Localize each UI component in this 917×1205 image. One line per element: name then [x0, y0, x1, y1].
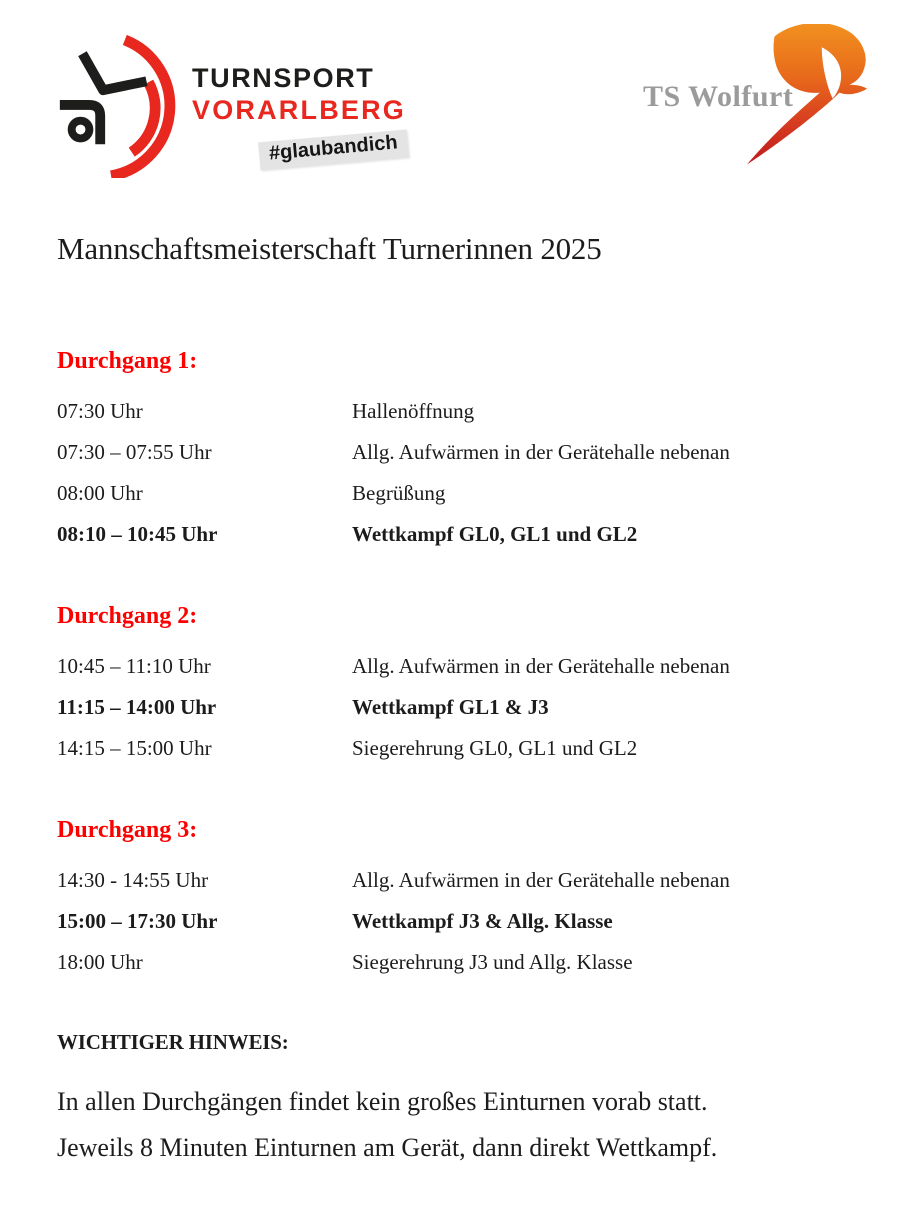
schedule-section — [57, 601, 865, 769]
activity-cell: Wettkampf GL0, GL1 und GL2 — [352, 522, 638, 546]
schedule-row — [57, 901, 865, 942]
activity-cell: Allg. Aufwärmen in der Gerätehalle nebenan — [352, 440, 730, 464]
time-cell: 07:30 Uhr — [57, 399, 143, 423]
schedule-section — [57, 815, 865, 983]
schedule-row — [57, 514, 865, 555]
time-cell: 07:30 – 07:55 Uhr — [57, 440, 212, 464]
glaubandich-badge-wrap — [192, 131, 408, 165]
schedule-section — [57, 346, 865, 555]
notice-body — [57, 1079, 865, 1171]
schedule-row — [57, 473, 865, 514]
time-cell: 11:15 – 14:00 Uhr — [57, 695, 217, 719]
turnsport-logo-line1: TURNSPORT — [192, 63, 375, 93]
schedule-row — [57, 391, 865, 432]
ts-wolfurt-logo-text: TS Wolfurt — [643, 80, 794, 113]
schedule-row — [57, 728, 865, 769]
schedule-row — [57, 687, 865, 728]
header — [57, 20, 865, 180]
time-cell: 15:00 – 17:30 Uhr — [57, 909, 218, 933]
time-cell: 18:00 Uhr — [57, 950, 143, 974]
turnsport-vorarlberg-logo — [50, 20, 406, 178]
activity-cell: Allg. Aufwärmen in der Gerätehalle nebenan — [352, 868, 730, 892]
wolfurt-swoosh-icon — [745, 24, 873, 170]
schedule-row — [57, 432, 865, 473]
time-cell: 08:10 – 10:45 Uhr — [57, 522, 218, 546]
notice-heading: WICHTIGER HINWEIS: — [57, 1030, 289, 1054]
activity-cell: Hallenöffnung — [352, 399, 475, 423]
time-cell: 14:15 – 15:00 Uhr — [57, 736, 212, 760]
notice-line-2: Jeweils 8 Minuten Einturnen am Gerät, dann direkt Wettkampf. — [57, 1133, 718, 1162]
schedule-row — [57, 942, 865, 983]
activity-cell: Wettkampf J3 & Allg. Klasse — [352, 909, 613, 933]
activity-cell: Siegerehrung J3 und Allg. Klasse — [352, 950, 633, 974]
time-cell: 10:45 – 11:10 Uhr — [57, 654, 211, 678]
activity-cell: Allg. Aufwärmen in der Gerätehalle nebenan — [352, 654, 730, 678]
ts-wolfurt-logo — [643, 20, 865, 178]
activity-cell: Wettkampf GL1 & J3 — [352, 695, 549, 719]
gymnast-icon — [50, 20, 178, 178]
time-cell: 08:00 Uhr — [57, 481, 143, 505]
time-cell: 14:30 - 14:55 Uhr — [57, 868, 209, 892]
schedule-row — [57, 860, 865, 901]
section-heading: Durchgang 2: — [57, 603, 198, 629]
glaubandich-badge: #glaubandich — [258, 129, 409, 170]
page-title: Mannschaftsmeisterschaft Turnerinnen 2025 — [57, 231, 602, 266]
notice-line-1: In allen Durchgängen findet kein großes Einturnen vorab statt. — [57, 1087, 708, 1116]
section-heading: Durchgang 1: — [57, 348, 198, 374]
notice-section — [57, 1029, 865, 1171]
activity-cell: Siegerehrung GL0, GL1 und GL2 — [352, 736, 638, 760]
schedule — [57, 346, 865, 983]
section-heading: Durchgang 3: — [57, 817, 198, 843]
turnsport-logo-line2: VORARLBERG — [192, 95, 407, 126]
turnsport-logo-text — [192, 62, 406, 164]
activity-cell: Begrüßung — [352, 481, 446, 505]
schedule-row — [57, 646, 865, 687]
